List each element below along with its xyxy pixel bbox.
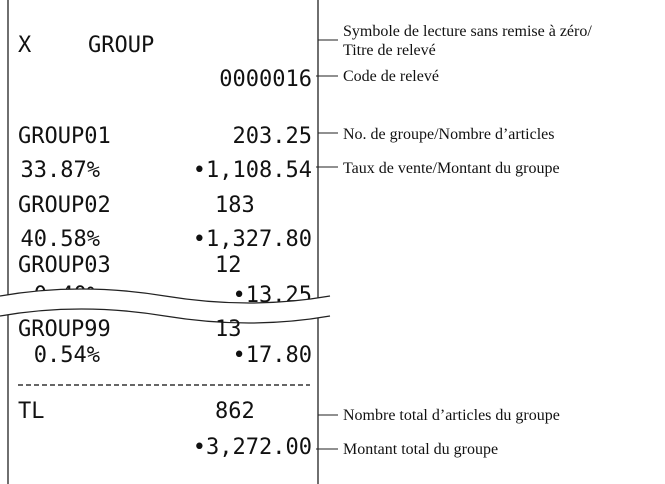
group-rate: 33.87% xyxy=(20,158,100,183)
total-label: TL xyxy=(18,399,45,424)
report-code: 0000016 xyxy=(219,67,312,92)
report-title: GROUP xyxy=(88,33,155,58)
group-count: 12 xyxy=(215,253,242,278)
annotation-group-count: No. de groupe/Nombre d’articles xyxy=(343,126,555,143)
annotation-report-code: Code de relevé xyxy=(343,68,439,85)
group-name: GROUP03 xyxy=(18,253,111,278)
group-name: GROUP01 xyxy=(18,124,111,149)
annotation-title-1: Symbole de lecture sans remise à zéro/ xyxy=(343,23,592,40)
group-count: 203.25 xyxy=(232,124,312,149)
group-amount: •13.25 xyxy=(232,283,312,308)
group-rate: 40.58% xyxy=(20,227,100,252)
group-amount: •1,108.54 xyxy=(192,158,312,183)
group-amount: •1,327.80 xyxy=(192,227,312,252)
total-count: 862 xyxy=(215,399,255,424)
group-count: 183 xyxy=(215,193,255,218)
group-name: GROUP02 xyxy=(18,193,111,218)
annotation-total-count: Nombre total d’articles du groupe xyxy=(343,407,560,424)
group-count: 13 xyxy=(215,317,242,342)
group-amount: •17.80 xyxy=(232,343,312,368)
group-rate: 0.54% xyxy=(33,343,100,368)
annotation-group-rate: Taux de vente/Montant du groupe xyxy=(343,160,560,177)
annotation-total-amount: Montant total du groupe xyxy=(343,441,499,458)
mode-symbol: X xyxy=(18,33,32,58)
annotation-title-2: Titre de relevé xyxy=(343,42,436,59)
group-name: GROUP99 xyxy=(18,317,111,342)
total-amount: •3,272.00 xyxy=(192,435,312,460)
